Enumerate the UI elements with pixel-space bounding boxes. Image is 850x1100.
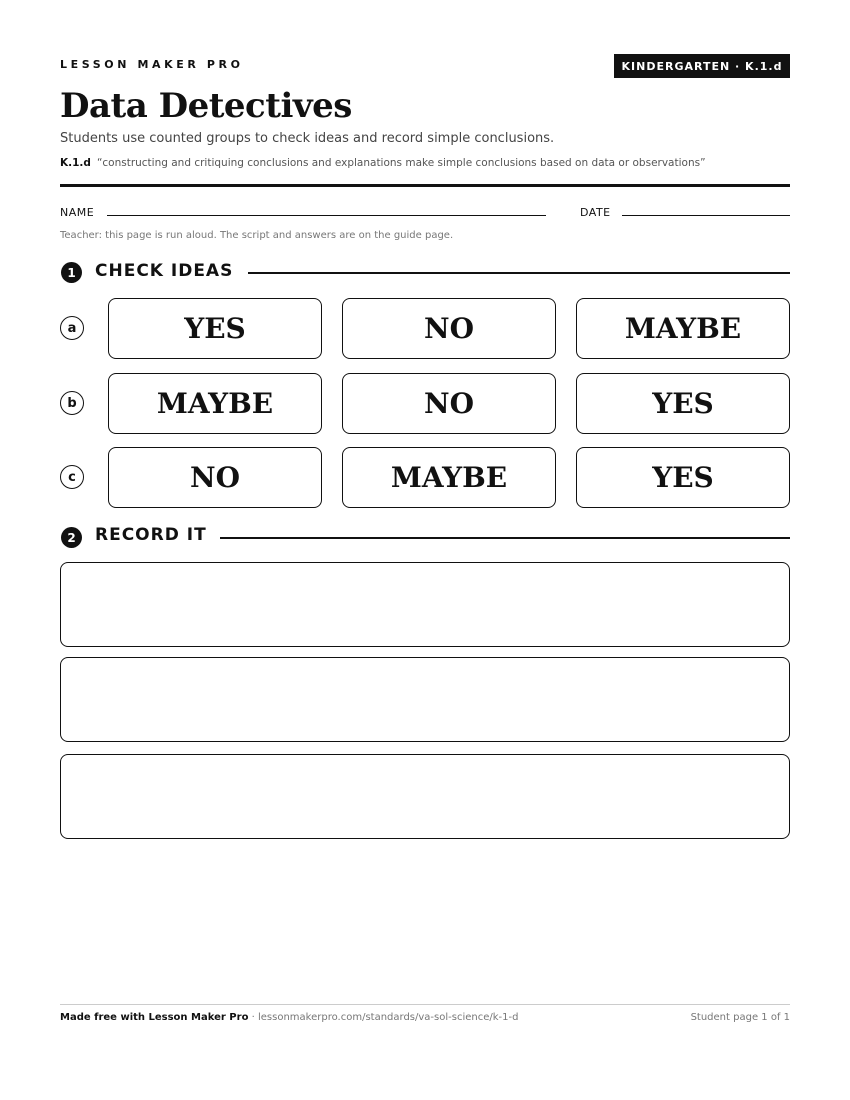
section-1-title: CHECK IDEAS [95, 261, 234, 281]
record-box-2[interactable] [60, 657, 790, 742]
standard-text: “constructing and critiquing conclusions and explanations make simple conclusions based on data or observations” [96, 157, 706, 169]
name-label: NAME [60, 206, 95, 219]
section-2-title: RECORD IT [95, 525, 207, 545]
page-subtitle: Students use counted groups to check ideas and record simple conclusions. [60, 131, 555, 146]
choice-a-3[interactable]: MAYBE [576, 298, 790, 359]
date-label: DATE [580, 206, 611, 219]
choice-a-1[interactable]: YES [108, 298, 322, 359]
standard-code: K.1.d [60, 157, 91, 169]
row-c-letter: c [60, 465, 84, 489]
row-a-letter: a [60, 316, 84, 340]
section-1-rule [248, 272, 790, 274]
choice-b-3[interactable]: YES [576, 373, 790, 434]
date-field[interactable] [622, 215, 790, 216]
choice-a-2[interactable]: NO [342, 298, 556, 359]
footer-page-number: Student page 1 of 1 [690, 1012, 790, 1023]
section-2-number: 2 [61, 527, 82, 548]
footer-url: · lessonmakerpro.com/standards/va-sol-science/k-1-d [251, 1012, 519, 1023]
section-1-number: 1 [61, 262, 82, 283]
footer-brand: Made free with Lesson Maker Pro [60, 1012, 249, 1023]
teacher-note: Teacher: this page is run aloud. The script and answers are on the guide page. [60, 230, 454, 241]
row-b-letter: b [60, 391, 84, 415]
choice-c-2[interactable]: MAYBE [342, 447, 556, 508]
choice-c-1[interactable]: NO [108, 447, 322, 508]
brand-name: LESSON MAKER PRO [60, 58, 244, 71]
page-title: Data Detectives [60, 86, 352, 126]
grade-standard-badge: KINDERGARTEN · K.1.d [614, 54, 790, 78]
record-box-1[interactable] [60, 562, 790, 647]
choice-b-2[interactable]: NO [342, 373, 556, 434]
choice-c-3[interactable]: YES [576, 447, 790, 508]
choice-b-1[interactable]: MAYBE [108, 373, 322, 434]
header-divider [60, 184, 790, 187]
footer-divider [60, 1004, 790, 1005]
footer-credit [60, 1012, 518, 1023]
section-2-rule [220, 537, 790, 539]
record-box-3[interactable] [60, 754, 790, 839]
name-field[interactable] [107, 215, 546, 216]
standard-line [60, 157, 706, 169]
